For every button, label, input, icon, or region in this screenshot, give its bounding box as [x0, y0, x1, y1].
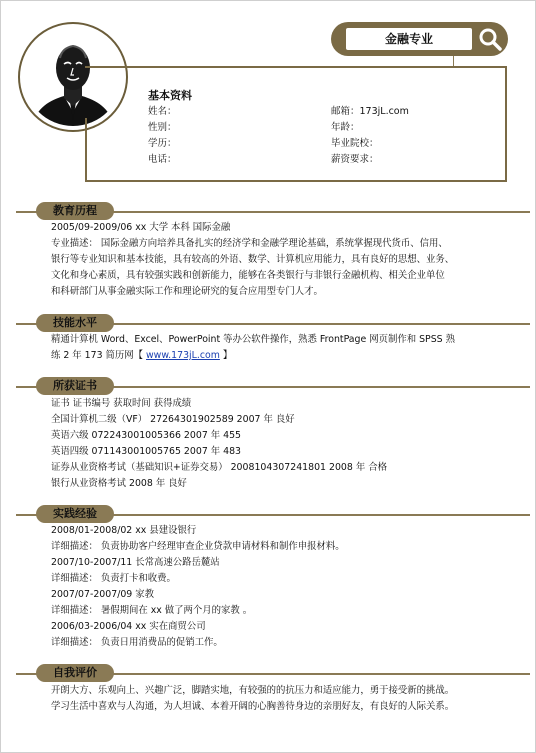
field-name: 姓名：	[148, 106, 177, 117]
field-phone: 电话：	[148, 154, 177, 165]
practice-line: 详细描述： 负责日用消费品的促销工作。	[51, 637, 223, 648]
search-input[interactable]: 金融专业	[346, 28, 472, 50]
search-icon[interactable]	[477, 26, 503, 52]
self-eval-line: 开朗大方、乐观向上、兴趣广泛，脚踏实地，有较强的的抗压力和适应能力，勇于接受新的挑战。	[51, 685, 455, 696]
practice-line: 2007/10-2007/11 长常高速公路岳麓站	[51, 557, 220, 568]
practice-line: 详细描述： 暑假期间在 xx 做了两个月的家教 。	[51, 605, 253, 616]
education-desc-line: 银行等专业知识和基本技能，具有较高的外语、数学、计算机应用能力，具有良好的思想、业务、	[51, 254, 455, 265]
skills-line-end: 】	[219, 350, 233, 361]
self-eval-line: 学习生活中喜欢与人沟通，为人坦诚、本着开阔的心胸善待身边的亲朋好友，有良好的人际关系。	[51, 701, 455, 712]
certificate-line: 全国计算机二级（VF） 27264301902589 2007 年 良好	[51, 414, 295, 425]
field-education: 学历：	[148, 138, 177, 149]
skills-line: 精通计算机 Word、Excel、PowerPoint 等办公软件操作，熟悉 FrontPage 网页制作和 SPSS 熟	[51, 334, 455, 345]
certificate-line: 英语六级 072243001005366 2007 年 455	[51, 430, 242, 441]
field-email: 邮箱：173jL.com	[331, 106, 409, 117]
certificate-line: 银行从业资格考试 2008 年 良好	[51, 478, 187, 489]
education-entry: 2005/09-2009/06 xx 大学 本科 国际金融	[51, 222, 231, 233]
field-salary: 薪资要求：	[331, 154, 379, 165]
education-desc-line: 和科研部门从事金融实际工作和理论研究的复合应用型专门人才。	[51, 286, 323, 297]
field-gender: 性别：	[148, 122, 177, 133]
certificate-line: 证券从业资格考试（基础知识+证券交易） 2008104307241801 2008 年 合格	[51, 462, 387, 473]
section-title-certificates: 所获证书	[36, 377, 114, 395]
section-title-skills: 技能水平	[36, 314, 114, 332]
practice-line: 详细描述： 负责打卡和收费。	[51, 573, 176, 584]
practice-line: 详细描述： 负责协助客户经理审查企业贷款申请材料和制作申报材料。	[51, 541, 345, 552]
basic-info-box-edge	[85, 118, 87, 180]
field-age: 年龄：	[331, 122, 360, 133]
practice-line: 2007/07-2007/09 家教	[51, 589, 155, 600]
certificate-line: 证书 证书编号 获取时间 获得成绩	[51, 398, 192, 409]
search-bar[interactable]	[331, 22, 508, 56]
skills-line	[51, 349, 232, 363]
section-title-practice: 实践经验	[36, 505, 114, 523]
skills-line-text: 练 2 年 173 简历网【	[51, 350, 147, 361]
section-title-self: 自我评价	[36, 664, 114, 682]
practice-line: 2008/01-2008/02 xx 县建设银行	[51, 525, 197, 536]
basic-info-title: 基本资料	[148, 89, 192, 102]
website-link[interactable]: www.173jL.com	[146, 350, 220, 361]
certificate-line: 英语四级 071143001005765 2007 年 483	[51, 446, 242, 457]
field-school: 毕业院校：	[331, 138, 379, 149]
education-desc-line: 专业描述： 国际金融方向培养具备扎实的经济学和金融学理论基础，系统掌握现代货币、信用、	[51, 238, 448, 249]
section-title-education: 教育历程	[36, 202, 114, 220]
education-desc-line: 文化和身心素质，具有较强实践和创新能力，能够在各类银行与非银行金融机构、相关企业单位	[51, 270, 445, 281]
practice-line: 2006/03-2006/04 xx 实在商贸公司	[51, 621, 206, 632]
